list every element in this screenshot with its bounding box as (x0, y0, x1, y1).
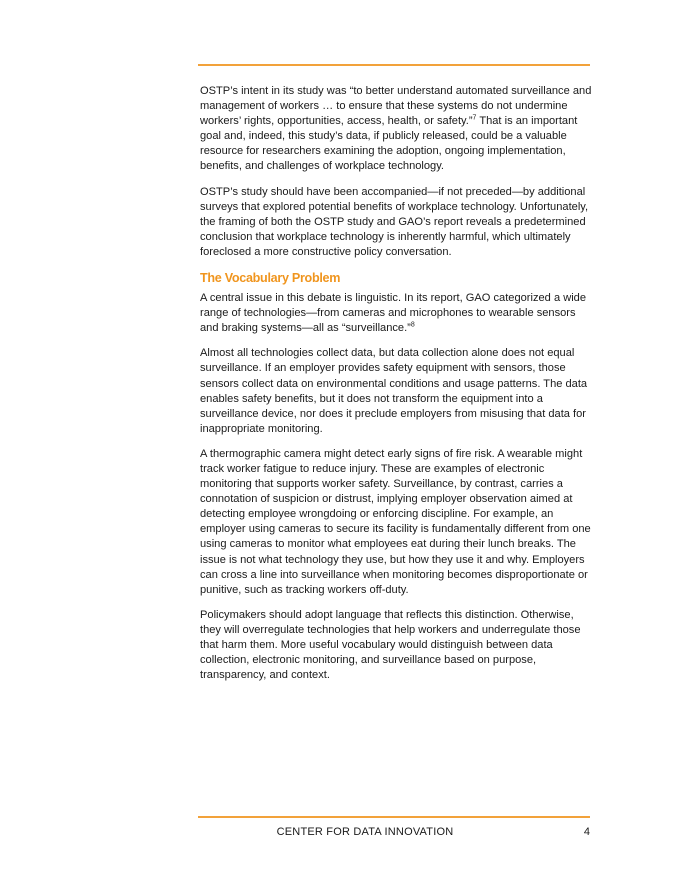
header-rule (198, 64, 590, 66)
paragraph-ostp-intent (200, 84, 592, 175)
paragraph-policymakers: Policymakers should adopt language that reflects this distinction. Otherwise, they will overregulate technologies that help workers and underregulate those that harm them. More useful vocabulary would distinguish between data collection, electronic monitoring, and surveillance based on purpose, transparency, and context. (200, 608, 581, 682)
page-number: 4 (583, 826, 590, 838)
footnote-ref-8: 8 (410, 321, 415, 329)
paragraph-text: A central issue in this debate is linguistic. In its report, GAO categorized a wide range of technologies—from cameras and microphones to wearable sensors and braking systems—all as “surveillance.” (200, 292, 587, 335)
document-body (200, 84, 592, 693)
footer-rule (198, 816, 590, 818)
section-heading: The Vocabulary Problem (200, 271, 341, 286)
paragraph-thermographic-camera: A thermographic camera might detect early signs of fire risk. A wearable might track worker fatigue to reduce injury. These are examples of electronic monitoring that supports worker safety. Surveillance, by contrast, carries a connotation of suspicion or distrust, implying employer observation aimed at detecting employee wrongdoing or enforcing discipline. For example, an employer using cameras to secure its facility is fundamentally different from one using cameras to monitor what employees eat during their lunch breaks. The issue is not what technology they use, but how they use it and why. Employers can cross a line into surveillance when monitoring becomes disproportionate or punitive, such as tracking workers off-duty. (200, 447, 591, 596)
footer-organization: CENTER FOR DATA INNOVATION (276, 826, 454, 838)
paragraph-text-continued: That is an important goal and, indeed, this study’s data, if publicly released, could be a valuable resource for researchers examining the adoption, ongoing implementation, benefits, and challenges of workplace technology. (200, 115, 578, 173)
paragraph-ostp-study: OSTP’s study should have been accompanied—if not preceded—by additional surveys that explored potential benefits of workplace technology. Unfortunately, the framing of both the OSTP study and GAO’s report reveals a predetermined conclusion that workplace technology is inherently harmful, which ultimately foreclosed a more constructive policy conversation. (200, 185, 589, 258)
paragraph-linguistic-issue (200, 291, 592, 336)
paragraph-data-collection: Almost all technologies collect data, but data collection alone does not equal surveillance. If an employer provides safety equipment with sensors, those sensors collect data on environmental conditions and usage patterns. The data enables safety benefits, but it does not transform the equipment into a surveillance device, nor does it preclude employers from misusing that data for inappropriate monitoring. (200, 347, 588, 435)
footnote-ref-7: 7 (472, 114, 477, 122)
paragraph-text: OSTP’s intent in its study was “to better understand automated surveillance and management of workers … to ensure that these systems do not undermine workers’ rights, opportunities, access, health, or safety.” (200, 85, 592, 128)
